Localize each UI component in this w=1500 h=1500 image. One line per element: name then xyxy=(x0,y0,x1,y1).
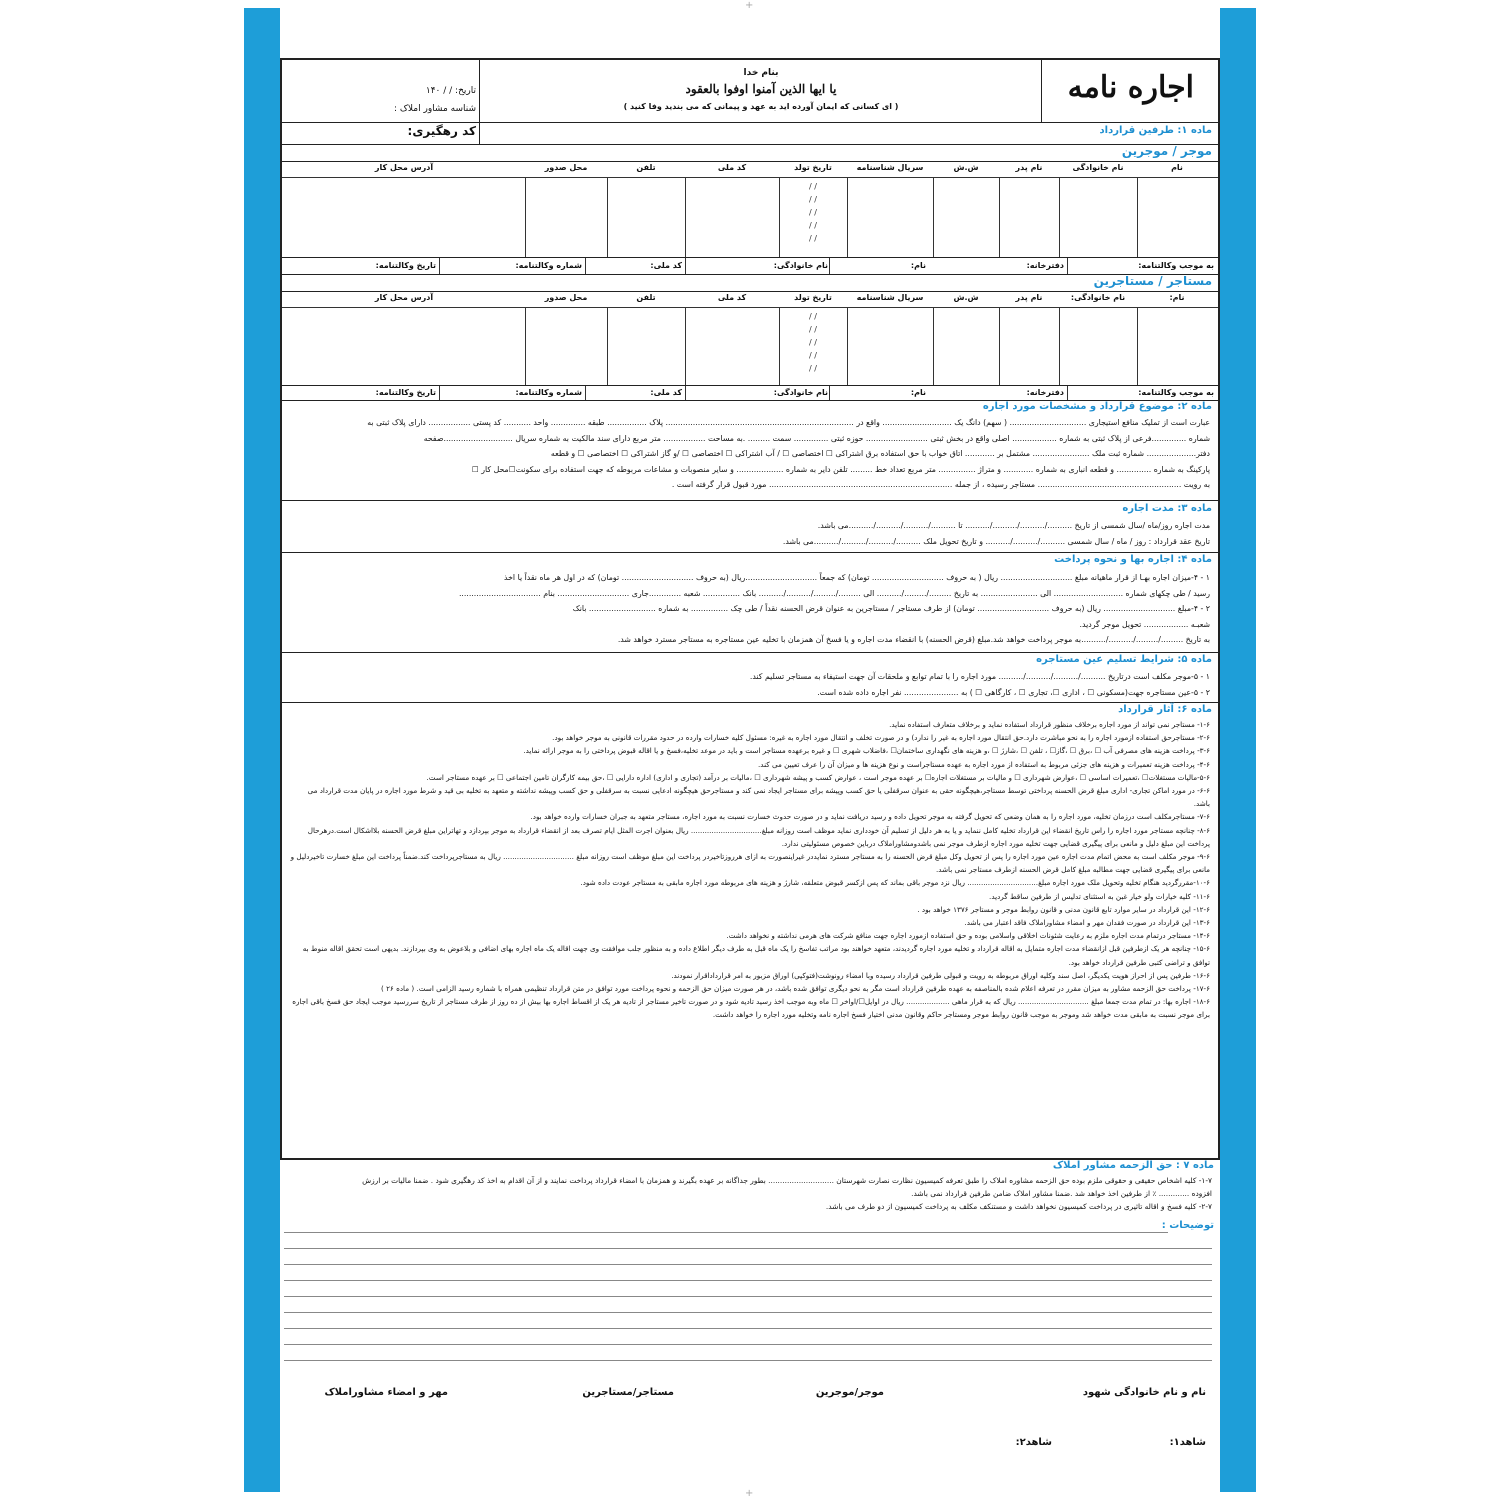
clause-6-13: ۱۳-۶- این قرارداد در صورت فقدان مهر و امضاء مشاوراملاک فاقد اعتبار می باشد. xyxy=(964,918,1210,928)
form-title: اجاره نامه xyxy=(1067,70,1194,105)
verse: یا ایها الذین آمنوا اوفوا بالعقود xyxy=(685,82,837,96)
article3-body: مدت اجاره روز/ماه /سال شمسی از تاریخ ........../........../........../.......... تا ........../........../........../..........می باشد. تاریخ عقد قرارداد : روز / ماه / سال شمسی ........../........../.......... و تاریخ تحویل ملک ........../........../........../..........می باشد. xyxy=(782,521,1210,546)
col-father: نام پدر xyxy=(1015,163,1043,172)
witness1-field[interactable]: شاهد۱: xyxy=(1169,1437,1206,1448)
agent-signature-label: مهر و امضاء مشاوراملاک xyxy=(324,1387,448,1398)
clause-6-18: ۱۸-۶- اجاره بها: در تمام مدت جمعا مبلغ ............................... ریال که به قرار ماهی ................... ریال در اوایل☐/اواخر ☐ ماه وبه موجب اخذ رسید تادیه شود و در صورت تاخیر مستاجر از تادیه هر یک از اقساط اجاره بها بیش از ده روز از طرف مستاجر از تاریخ سررسید موجب ایجاد حق فسخ باقی اجاره برای موجر نسبت به مابقی مدت خواهد شد وموجر به موجب قانون روابط موجر ومستاجر حاکم وقانون مدنی اختیار فسخ اجاره نامه وتخلیه مورد اجاره را خواهد داشت. xyxy=(292,997,1210,1020)
clause-6-17: ۱۷-۶- پرداخت حق الزحمه مشاور به میزان مقرر در تعرفه اعلام شده بالمناصفه به عهده طرفین قرارداد است مگر به نحو دیگری توافق شده باشد، در هر صورت میزان حق الزحمه و نحوه پرداخت مورد توافق در متن قرارداد تنظیمی همراه با شماره رسید الزامی است. ( ماده ۲۶ ) xyxy=(380,984,1210,994)
col-issue-place: محل صدور xyxy=(544,163,588,172)
clause-6-8: ۸-۶- چنانچه مستاجر مورد اجاره را راس تاریخ انقضاء این قرارداد تخلیه کامل ننماید و یا به هر دلیل از تسلیم آن خودداری نماید موظف است روزانه مبلغ............................... ریال بعنوان اجرت المثل ایام تصرف بعد از انقضاء قرارداد به موجر بپردازد و تهاتراین مبلغ قرض الحسنه بلااشکال است.درهرحال پرداخت این مبلغ دلیل و مانعی برای پیگیری قضایی جهت تخلیه مورد اجاره ازطرف موجر نمی باشدومشاوراملاک درباین خصوص مسئولیتی ندارد. xyxy=(307,825,1210,848)
tenant-signature-label: مستاجر/مستاجرین xyxy=(582,1387,674,1398)
clause-6-11: ۱۱-۶- کلیه خیارات ولو خیار غبن به استثنای تدلیس از طرفین ساقط گردید. xyxy=(989,891,1210,901)
clause-6-9: ۹-۶- موجر مکلف است به محض اتمام مدت اجاره عین مورد اجاره را پس از تحویل وکل مبلغ قرض الحسنه را به مستاجر مسترد نمایددر غیراینصورت به ازای هرروزتاخیردر پرداخت این مبلغ موظف است روزانه مبلغ ............................... ریال به مستاجرپرداخت کند.ضمناً پرداخت این مبلغ خسارت تاخیردلیل و مانعی برای پیگیری قضایی جهت مطالبه مبلغ کامل قرض الحسنه ازطرف مستاجر نمی باشد. xyxy=(290,852,1210,875)
clause-6-6: ۶-۶- در مورد اماکن تجاری- اداری مبلغ قرض الحسنه پرداختی توسط مستاجر،هیچگونه حقی به عنوان سرقفلی یا حق کسب وپیشه برای مستاجر ایجاد نمی کند و مستاجرحق هیچگونه ادعایی نسبت به سرقفلی و حق کسب وپیشه نداشته و متعهد به تخلیه بی قید و شرط مورد اجاره در پایان مدت قرارداد می باشد. xyxy=(307,786,1210,809)
crop-mark-bottom: + xyxy=(745,1488,754,1499)
witnesses-label: نام و نام خانوادگی شهود xyxy=(1082,1387,1206,1398)
bismillah: بنام خدا xyxy=(743,68,779,78)
lessor-title: موجر / موجرین xyxy=(1121,144,1212,158)
clause-6-14: ۱۴-۶- مستاجر درتمام مدت اجاره ملزم به رعایت شئونات اخلاقی واسلامی بوده و حق استفاده ازمورد اجاره جهت منافع شرکت های هرمی نداشته و نخواهد داشت. xyxy=(726,931,1210,941)
col-serial: سریال شناسنامه xyxy=(856,163,924,172)
article4-title: ماده ۴: اجاره بها و نحوه پرداخت xyxy=(1054,554,1212,565)
col-phone: تلفن xyxy=(636,163,656,172)
col-name: نام xyxy=(1171,163,1183,172)
verse-translation: ( ای کسانی که ایمان آورده اید به عهد و پیمانی که می بندید وفا کنید ) xyxy=(623,102,899,111)
clause-6-2: ۲-۶- مستاجرحق استفاده ازمورد اجاره را به نحو مباشرت دارد.حق انتقال مورد اجاره به غیر را ندارد) و در صورت تخلف و انتقال مورد اجاره به غیره: مسئول کلیه خسارات وارده در حدود مقررات قانونی به موجر خواهد بود. xyxy=(552,733,1210,743)
article7-title: ماده ۷ : حق الزحمه مشاور املاک xyxy=(1052,1160,1214,1171)
lease-form: اجاره نامه بنام خدا یا ایها الذین آمنوا اوفوا بالعقود ( ای کسانی که ایمان آورده اید به عهد و پیمانی که می بندید وفا کنید ) تاریخ: / / ۱۴۰ شناسه مشاور املاک : کد رهگیری: ماده ۱: طرفین قرارداد موجر / موجرین نام نام خانوادگی نام پدر ش.ش سریال شناسنامه تاریخ تولد کد ملی تلفن محل صدور آدرس محل کار / / / / / / / / / / به موجب وکالتنامه: دفترخانه: نام: نام خانوادگی: کد ملی: شماره وکالتنامه: تاریخ وکالتنامه: مستاجر / مستاجرین نام: نام خانوادگی: نام پدر ش.ش سریال شناسنامه تاریخ تولد کد ملی تلفن محل صدور آدرس محل کار / / / / / / / / / / به موجب وکالتنامه: دفترخانه: نام: نام خانوادگی: کد ملی: شماره وکالتنامه: تاریخ وکالتنامه: ماده ۲: موضوع قرارداد و مشخصات مورد اجاره عبارت است از تملیک منافع استیجاری ............................... ( سهم) دانگ یک ............................ واقع در ............................................................................ پلاک ................ طبقه .............. واحد ........... کد پستی ................. دارای پلاک ثبتی به شماره ..............فرعی از پلاک ثبتی به شماره .................. اصلی واقع در بخش ثبتی ......................... حوزه ثبتی .............. سمت ......... .به مساحت ................. متر مربع دارای سند مالکیت به شماره سریال ............................صفحه دفتر.................... شماره ثبت ملک ....................... مشتمل بر ............ اتاق خواب با حق استفاده برق اشتراکی ☐ اختصاصی ☐ / آب اشتراکی ☐ اختصاصی ☐ /و گاز اشتراکی ☐ اختصاصی ☐ و قطعه پارکینگ به شماره .............. و قطعه انباری به شماره ............ و متراژ ............... متر مربع تعداد خط ......... تلفن دایر به شماره ................... و سایر منصوبات و مشاعات مربوطه که جهت استفاده برای سکونت☐محل کار ☐ به رویت .......................................................... مستاجر رسیده ، از جمله .......................................................................... مورد قبول قرار گرفته است . ماده ۳: مدت اجاره مدت اجاره روز/ماه /سال شمسی از تاریخ ........../........../........../.......... تا ........../........../........../..........می باشد. تاریخ عقد قرارداد : روز / ماه / سال شمسی ........../........../.......... و تاریخ تحویل ملک ........../........../........../..........می باشد. ماده ۴: اجاره بها و نحوه پرداخت ۱ - ۴-میزان اجاره بهـا از قرار ماهیانه مبلغ ............................. ریال ( به حروف ............................. تومان) که جمعاً .............................ریال (به حروف ............................. تومان) که در اول هر ماه نقداً یا اخذ رسید / طی چکهای شماره ............................ الی ....................... به تاریخ ........./........./.......... الی ........./........./........../.......... بانک ............... شعبه .............جاری ............................. بنام ................................. ۲ - ۴-مبلغ ............................. ریال (به حروف ............................. تومان) از طرف مستاجر / مستاجرین به عنوان قرض الحسنه نقداً / طی چک ............... به شماره ........................... بانک شعبـه .................. تحویل موجر گردید. به تاریخ ........./........./........../..........به موجر پرداخت خواهد شد.مبلغ (قرض الحسنه) با انقضاء مدت اجاره و یا فسخ آن همزمان با تخلیه عین مستاجره به مستاجر مسترد خواهد شد. ماده ۵: شرایط تسلیم عین مستاجره ۱ - ۵-موجر مکلف است درتاریخ ........../........../........../.......... مورد اجاره را با تمام توابع و ملحقات آن جهت استیفاء به مستاجر تسلیم کند. ۲ - ۵-عین مستاجره جهت(مسکونی ☐ ، اداری ☐، تجاری ☐ ، کارگاهی ☐ ) به ...................... نفر اجاره داده شده است. ماده ۶: آثار قرارداد ۱-۶- مستاجر نمی تواند از مورد اجاره برخلاف منظور قرارداد استفاده نماید و برخلاف متعارف استفاده نماید. ۲-۶- مستاجرحق استفاده ازمورد اجاره را به نحو مباشرت دارد.حق انتقال مورد اجاره به غیر را ندارد) و در صورت تخلف و انتقال مورد اجاره به غیره: مسئول کلیه خسارات وارده در حدود مقررات قانونی به موجر خواهد بود. ۳-۶- پرداخت هزینه های مصرفی آب ☐ ،برق ☐ ،گاز☐ ، تلفن ☐ ،شارژ ☐ ،و هزینه های نگهداری ساختمان☐ ،فاضلاب شهری ☐ و غیره برعهده مستاجر است و باید در موعد تخلیه،فسخ و یا اقاله قبوض پرداختی را به موجر ارائه نماید. ۴-۶- پرداخت هزینه تعمیرات و هزینه های جزئی مربوط به استفاده از مورد اجاره به عهده مستاجراست و نوع هزینه ها و میزان آن را عرف تعیین می کند. ۵-۶-مالیات مستغلات☐ ،تعمیرات اساسی ☐ ،عوارض شهرداری ☐ و مالیات بر مستغلات اجاره☐ بر عهده موجر است ، عوارض کسب و پیشه شهرداری ☐ ،مالیات بر درآمد (تجاری و اداری) اداره دارایی ☐ ،حق بیمه کارگران تامین اجتماعی ☐ بر عهده مستاجر است. ۶-۶- در مورد اماکن تجاری- اداری مبلغ قرض الحسنه پرداختی توسط مستاجر،هیچگونه حقی به عنوان سرقفلی یا حق کسب وپیشه برای مستاجر ایجاد نمی کند و مستاجرحق هیچگونه ادعایی نسبت به سرقفلی و حق کسب وپیشه نداشته و متعهد به تخلیه بی قید و شرط مورد اجاره در پایان مدت قرارداد می باشد. ۷-۶- مستاجرمکلف است درزمان تخلیه، مورد اجاره را به همان وضعی که تحویل گرفته به موجر تحویل داده و رسید دریافت نماید و در صورت حدوث خسارت نسبت به مورد اجاره، مستاجر متعهد به جبران خسارات وارده خواهد بود. ۸-۶- چنانچه مستاجر مورد اجاره را راس تاریخ انقضاء این قرارداد تخلیه کامل ننماید و یا به هر دلیل از تسلیم آن خودداری نماید موظف است روزانه مبلغ............................... ریال بعنوان اجرت المثل ایام تصرف بعد از انقضاء قرارداد به موجر بپردازد و تهاتراین مبلغ قرض الحسنه بلااشکال است.درهرحال پرداخت این مبلغ دلیل و مانعی برای پیگیری قضایی جهت تخلیه مورد اجاره ازطرف موجر نمی باشدومشاوراملاک درباین خصوص مسئولیتی ندارد. ۹-۶- موجر مکلف است به محض اتمام مدت اجاره عین مورد اجاره را پس از تحویل وکل مبلغ قرض الحسنه را به مستاجر مسترد نمایددر غیراینصورت به ازای هرروزتاخیردر پرداخت این مبلغ موظف است روزانه مبلغ ............................... ریال به مستاجرپرداخت کند.ضمناً پرداخت این مبلغ خسارت تاخیردلیل و مانعی برای پیگیری قضایی جهت مطالبه مبلغ کامل قرض الحسنه ازطرف مستاجر نمی باشد. ۱۰-۶-مقررگردید هنگام تخلیه وتحویل ملک مورد اجاره مبلغ............................... ریال نزد موجر باقی بماند که پس ازکسر قبوض متعلقه، شارژ و هزینه های مربوطه مورد اجاره مابقی به مستاجر عودت داده شود. ۱۱-۶- کلیه خیارات ولو خیار غبن به استثنای تدلیس از طرفین ساقط گردید. ۱۲-۶- این قرارداد در سایر موارد تابع قانون مدنی و قانون روابط موجر و مستاجر ۱۳۷۶ خواهد بود . ۱۳-۶- این قرارداد در صورت فقدان مهر و امضاء مشاوراملاک فاقد اعتبار می باشد. ۱۴-۶- مستاجر درتمام مدت اجاره ملزم به رعایت شئونات اخلاقی واسلامی بوده و حق استفاده ازمورد اجاره جهت منافع شرکت های هرمی نداشته و نخواهد داشت. ۱۵-۶- چنانچه هر یک ازطرفین قبل ازانقضاء مدت اجاره متمایل به اقاله قرارداد و تخلیه مورد اجاره گردیدند، متعهد خواهند بود مراتب تفاسخ را یک ماه قبل به طرف دیگر اطلاع داده و به منظور جلب موافقت وی جهت اقاله یک ماه اجاره بهای اضافی و بلاعوض به وی بپردازند. بدیهی است تحقق اقاله منوط به توافق و تراضی کتبی طرفین قرارداد خواهد بود. ۱۶-۶- طرفین پس از احراز هویت یکدیگر، اصل سند وکلیه اوراق مربوطه به رویت و قبولی طرفین قرارداد رسیده وبا امضاء رونوشت(فتوکپی) اوراق مزبور به امر قرارداداقرار نمودند. ۱۷-۶- پرداخت حق الزحمه مشاور به میزان مقرر در تعرفه اعلام شده بالمناصفه به عهده طرفین قرارداد است مگر به نحو دیگری توافق شده باشد، در هر صورت میزان حق الزحمه و نحوه پرداخت مورد توافق در متن قرارداد تنظیمی همراه با شماره رسید الزامی است. ( ماده ۲۶ ) ۱۸-۶- اجاره بها: در تمام مدت جمعا مبلغ ............................... ریال که به قرار ماهی ................... ریال در اوایل☐/اواخر ☐ ماه وبه موجب اخذ رسید تادیه شود و در صورت تاخیر مستاجر از تادیه هر یک از اقساط اجاره بها بیش از ده روز از طرف مستاجر از تاریخ سررسید موجب ایجاد حق فسخ باقی اجاره برای موجر نسبت به مابقی مدت خواهد شد وموجر به موجب قانون روابط موجر ومستاجر حاکم وقانون مدنی اختیار فسخ اجاره نامه وتخلیه مورد اجاره را خواهد داشت. xyxy=(280,58,1220,1160)
article1-title: ماده ۱: طرفین قرارداد xyxy=(1099,125,1212,136)
article5-title: ماده ۵: شرایط تسلیم عین مستاجره xyxy=(1036,654,1212,665)
birthdate-slashes: / / / / / / / / / / xyxy=(809,182,817,243)
article7-body: ۱-۷- کلیه اشخاص حقیقی و حقوقی ملزم بوده حق الزحمه مشاوره املاک را طبق تعرفه کمیسیون نظارت نصارت شهرستان ............................ بطور جداگانه بر عهده بگیرند و همزمان با امضاء قرارداد پرداخت نمایند و از آن اقدام به اخذ کد رهگیری شود . ضمنا مالیات بر ارزش افزوده ............. ٪ از طرفین اخذ خواهد شد .ضمنا مشاور املاک ضامن طرفین قرارداد نمی باشد. ۲-۷- کلیه فسخ و اقاله تاثیری در پرداخت کمیسیون نخواهد داشت و مستنکف مکلف به پرداخت کمیسیون از دو طرف می باشد. xyxy=(362,1176,1212,1211)
col-work-address: آدرس محل کار xyxy=(374,163,434,172)
tenant-title: مستاجر / مستاجرین xyxy=(1093,274,1212,288)
crop-mark-top: + xyxy=(745,0,754,11)
article2-body: عبارت است از تملیک منافع استیجاری ............................... ( سهم) دانگ یک ............................ واقع در ............................................................................ پلاک ................ طبقه .............. واحد ........... کد پستی ................. دارای پلاک ثبتی به شماره ..............فرعی از پلاک ثبتی به شماره .................. اصلی واقع در بخش ثبتی ......................... حوزه ثبتی .............. سمت ......... .به مساحت ................. متر مربع دارای سند مالکیت به شماره سریال ............................صفحه دفتر.................... شماره ثبت ملک ....................... مشتمل بر ............ اتاق خواب با حق استفاده برق اشتراکی ☐ اختصاصی ☐ / آب اشتراکی ☐ اختصاصی ☐ /و گاز اشتراکی ☐ اختصاصی ☐ و قطعه پارکینگ به شماره .............. و قطعه انباری به شماره ............ و متراژ ............... متر مربع تعداد خط ......... تلفن دایر به شماره ................... و سایر منصوبات و مشاعات مربوطه که جهت استفاده برای سکونت☐محل کار ☐ به رویت .......................................................... مستاجر رسیده ، از جمله .......................................................................... مورد قبول قرار گرفته است . xyxy=(367,418,1210,489)
left-color-band xyxy=(244,8,280,1492)
col-family: نام خانوادگی xyxy=(1072,163,1124,172)
agent-id-field[interactable]: شناسه مشاور املاک : xyxy=(393,104,476,114)
clause-6-4: ۴-۶- پرداخت هزینه تعمیرات و هزینه های جزئی مربوط به استفاده از مورد اجاره به عهده مستاجراست و نوع هزینه ها و میزان آن را عرف تعیین می کند. xyxy=(758,759,1210,769)
notes-label: توضیحات : xyxy=(1161,1220,1214,1231)
article5-body: ۱ - ۵-موجر مکلف است درتاریخ ........../........../........../.......... مورد اجاره را با تمام توابع و ملحقات آن جهت استیفاء به مستاجر تسلیم کند. ۲ - ۵-عین مستاجره جهت(مسکونی ☐ ، اداری ☐، تجاری ☐ ، کارگاهی ☐ ) به ...................... نفر اجاره داده شده است. xyxy=(749,672,1210,697)
article6-title: ماده ۶: آثار قرارداد xyxy=(1118,704,1212,715)
clause-6-1: ۱-۶- مستاجر نمی تواند از مورد اجاره برخلاف منظور قرارداد استفاده نماید و برخلاف متعارف استفاده نماید. xyxy=(889,720,1210,729)
col-birthdate: تاریخ تولد xyxy=(794,163,832,172)
article3-title: ماده ۳: مدت اجاره xyxy=(1122,503,1212,514)
right-color-band xyxy=(1220,8,1256,1492)
lessor-signature-label: موجر/موجرین xyxy=(815,1387,884,1398)
clause-6-12: ۱۲-۶- این قرارداد در سایر موارد تابع قانون مدنی و قانون روابط موجر و مستاجر ۱۳۷۶ خواهد بود . xyxy=(917,904,1210,914)
article2-title: ماده ۲: موضوع قرارداد و مشخصات مورد اجاره xyxy=(982,401,1212,412)
witness2-field[interactable]: شاهد۲: xyxy=(1015,1437,1052,1448)
clause-6-7: ۷-۶- مستاجرمکلف است درزمان تخلیه، مورد اجاره را به همان وضعی که تحویل گرفته به موجر تحویل داده و رسید دریافت نماید و در صورت حدوث خسارت نسبت به مورد اجاره، مستاجر متعهد به جبران خسارات وارده خواهد بود. xyxy=(530,812,1210,822)
col-id-number: ش.ش xyxy=(953,163,979,172)
clause-6-16: ۱۶-۶- طرفین پس از احراز هویت یکدیگر، اصل سند وکلیه اوراق مربوطه به رویت و قبولی طرفین قرارداد رسیده وبا امضاء رونوشت(فتوکپی) اوراق مزبور به امر قرارداداقرار نمودند. xyxy=(671,970,1210,980)
clause-6-15: ۱۵-۶- چنانچه هر یک ازطرفین قبل ازانقضاء مدت اجاره متمایل به اقاله قرارداد و تخلیه مورد اجاره گردیدند، متعهد خواهند بود مراتب تفاسخ را یک ماه قبل به طرف دیگر اطلاع داده و به منظور جلب موافقت وی جهت اقاله یک ماه اجاره بهای اضافی و بلاعوض به وی بپردازند. بدیهی است تحقق اقاله منوط به توافق و تراضی کتبی طرفین قرارداد خواهد بود. xyxy=(302,944,1210,967)
tracking-code-field[interactable]: کد رهگیری: xyxy=(407,124,476,138)
col-national-code: کد ملی xyxy=(717,163,747,172)
article6-body xyxy=(290,718,1210,1022)
clause-6-5: ۵-۶-مالیات مستغلات☐ ،تعمیرات اساسی ☐ ،عوارض شهرداری ☐ و مالیات بر مستغلات اجاره☐ بر عهده موجر است ، عوارض کسب و پیشه شهرداری ☐ ،مالیات بر درآمد (تجاری و اداری) اداره دارایی ☐ ،حق بیمه کارگران تامین اجتماعی ☐ بر عهده مستاجر است. xyxy=(426,772,1210,782)
clause-6-3: ۳-۶- پرداخت هزینه های مصرفی آب ☐ ،برق ☐ ،گاز☐ ، تلفن ☐ ،شارژ ☐ ،و هزینه های نگهداری ساختمان☐ ،فاضلاب شهری ☐ و غیره برعهده مستاجر است و باید در موعد تخلیه،فسخ و یا اقاله قبوض پرداختی را به موجر ارائه نماید. xyxy=(523,746,1210,756)
date-field[interactable]: تاریخ: / / ۱۴۰ xyxy=(425,86,476,96)
clause-6-10: ۱۰-۶-مقررگردید هنگام تخلیه وتحویل ملک مورد اجاره مبلغ............................... ریال نزد موجر باقی بماند که پس ازکسر قبوض متعلقه، شارژ و هزینه های مربوطه مورد اجاره مابقی به مستاجر عودت داده شود. xyxy=(580,878,1210,888)
article4-body: ۱ - ۴-میزان اجاره بهـا از قرار ماهیانه مبلغ ............................. ریال ( به حروف ............................. تومان) که جمعاً .............................ریال (به حروف ............................. تومان) که در اول هر ماه نقداً یا اخذ رسید / طی چکهای شماره ............................ الی ....................... به تاریخ ........./........./.......... الی ........./........./........../.......... بانک ............... شعبه .............جاری ............................. بنام ................................. ۲ - ۴-مبلغ ............................. ریال (به حروف ............................. تومان) از طرف مستاجر / مستاجرین به عنوان قرض الحسنه نقداً / طی چک ............... به شماره ........................... بانک شعبـه .................. تحویل موجر گردید. به تاریخ ........./........./........../..........به موجر پرداخت خواهد شد.مبلغ (قرض الحسنه) با انقضاء مدت اجاره و یا فسخ آن همزمان با تخلیه عین مستاجره به مستاجر مسترد خواهد شد. xyxy=(458,573,1210,644)
